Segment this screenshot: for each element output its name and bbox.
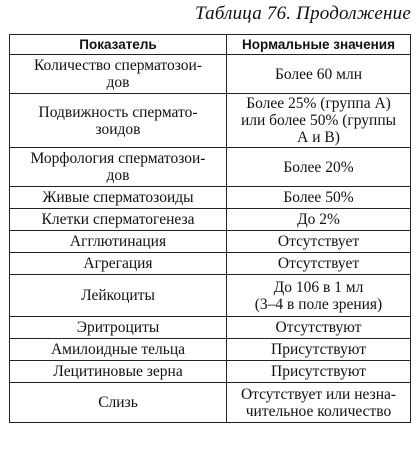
indicator-cell-line: Количество сперматозои- xyxy=(33,57,202,74)
normal-value-cell xyxy=(227,253,411,275)
indicator-cell xyxy=(10,317,227,339)
indicator-cell-line: зоидов xyxy=(95,120,141,138)
indicator-cell-line: Клетки сперматогенеза xyxy=(41,211,195,228)
table-row xyxy=(10,339,411,361)
normal-value-cell xyxy=(227,148,411,187)
indicator-cell-line: Живые сперматозоиды xyxy=(42,189,194,206)
normal-value-cell xyxy=(227,339,411,361)
normal-value-cell xyxy=(227,187,411,209)
indicator-cell-line: Подвижность спермато- xyxy=(38,103,198,121)
indicator-cell xyxy=(10,94,227,148)
indicator-cell-line: Амилоидные тельца xyxy=(50,341,186,358)
table-caption: Таблица 76. Продолжение xyxy=(195,3,411,24)
normal-value-cell xyxy=(227,275,411,317)
normal-value-cell-line: Более 50% xyxy=(283,189,354,206)
normal-value-cell-line: Отсутствуют xyxy=(275,319,362,336)
indicator-cell xyxy=(10,231,227,253)
table-row xyxy=(10,209,411,231)
normal-value-cell-line: чительное количество xyxy=(245,402,392,420)
header-row xyxy=(10,35,411,55)
indicator-cell xyxy=(10,275,227,317)
normal-value-cell xyxy=(227,361,411,383)
indicator-cell-line: Агрегация xyxy=(83,255,153,272)
indicator-cell xyxy=(10,361,227,383)
table-row xyxy=(10,317,411,339)
table-row xyxy=(10,231,411,253)
indicator-cell-line: Агглютинация xyxy=(69,233,167,250)
normal-value-cell-line: Более 20% xyxy=(283,158,354,176)
table-row xyxy=(10,94,411,148)
normal-value-cell-line: Присутствуют xyxy=(271,341,366,358)
table-row xyxy=(10,275,411,317)
table-row xyxy=(10,361,411,383)
normal-value-cell xyxy=(227,383,411,423)
normal-value-cell xyxy=(227,209,411,231)
indicator-cell-line: Лецитиновые зерна xyxy=(53,363,183,380)
indicator-cell-line: Слизь xyxy=(98,394,138,411)
header-indicator: Показатель xyxy=(10,35,227,55)
indicator-cell-line: Эритроциты xyxy=(76,319,160,336)
indicator-cell xyxy=(10,253,227,275)
normal-value-cell-line: Отсутствует xyxy=(277,233,360,250)
indicator-cell-line: дов xyxy=(106,167,130,184)
normal-value-cell-line: До 2% xyxy=(297,211,340,228)
indicator-cell xyxy=(10,55,227,94)
table-row xyxy=(10,253,411,275)
normal-value-cell xyxy=(227,55,411,94)
normal-value-cell xyxy=(227,317,411,339)
header-normal-values: Нормальные значения xyxy=(227,35,411,55)
table-body xyxy=(10,55,411,423)
normal-value-cell-line: (3–4 в поле зрения) xyxy=(254,295,383,313)
normal-value-cell-line: Более 60 млн xyxy=(274,65,363,83)
indicator-cell-line: Лейкоциты xyxy=(81,287,155,304)
indicator-cell-line: Морфология сперматозои- xyxy=(30,150,206,167)
indicator-cell xyxy=(10,148,227,187)
normal-value-cell-line: Присутствуют xyxy=(271,363,366,380)
normal-value-cell-line: Отсутствует или незна- xyxy=(240,385,397,403)
table-row xyxy=(10,148,411,187)
normal-value-cell-line: До 106 в 1 мл xyxy=(273,278,364,296)
table-row xyxy=(10,55,411,94)
indicator-cell xyxy=(10,187,227,209)
normal-value-cell-line: или более 50% (группы xyxy=(240,112,397,129)
indicator-cell xyxy=(10,339,227,361)
normal-values-table xyxy=(9,34,411,423)
indicator-cell xyxy=(10,209,227,231)
normal-value-cell xyxy=(227,94,411,148)
table-row xyxy=(10,187,411,209)
table-row xyxy=(10,383,411,423)
normal-value-cell-line: Отсутствует xyxy=(277,255,360,272)
normal-value-cell xyxy=(227,231,411,253)
normal-value-cell-line: А и В) xyxy=(297,129,340,146)
indicator-cell-line: дов xyxy=(106,74,130,91)
indicator-cell xyxy=(10,383,227,423)
normal-value-cell-line: Более 25% (группа А) xyxy=(246,95,391,112)
